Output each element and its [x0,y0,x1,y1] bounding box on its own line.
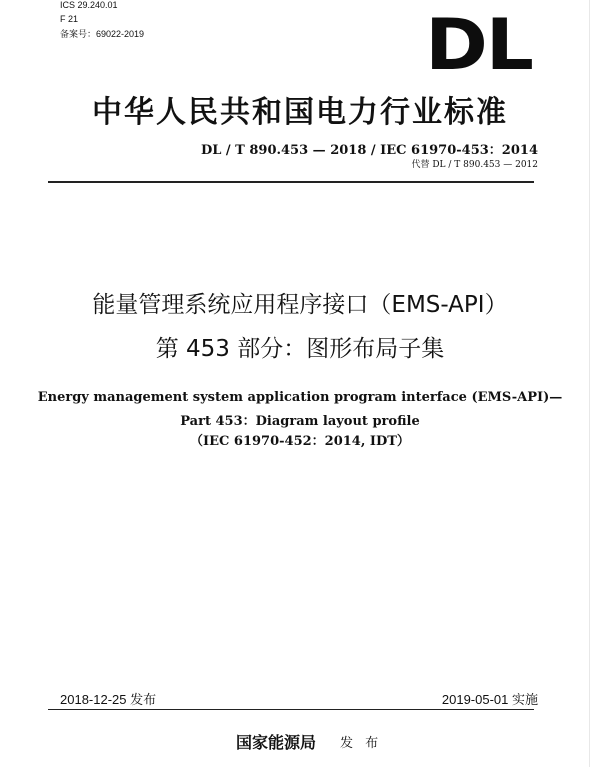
title-zh-line1: 能量管理系统应用程序接口（EMS-API） [92,292,508,318]
title-en-line2: Part 453：Diagram layout profile [180,414,420,429]
header-divider [48,181,534,183]
footer-divider [48,709,534,710]
title-en-line3: （IEC 61970-452：2014, IDT） [190,434,410,449]
dl-logo: DL [425,4,532,86]
title-en-line1: Energy management system application program interface (EMS-API)— [37,390,563,405]
standard-number: DL / T 890.453 — 2018 / IEC 61970-453：2014 [200,143,538,158]
issuing-authority: 国家能源局 [236,733,317,752]
ics-code: ICS 29.240.01 [60,0,118,10]
issue-date: 2018-12-25 发布 [60,692,157,707]
replaces-standard: 代替 DL / T 890.453 — 2012 [411,160,538,170]
publish-label: 发 布 [340,736,383,751]
effective-date: 2019-05-01 实施 [441,692,538,707]
title-zh-line2: 第 453 部分：图形布局子集 [155,336,445,362]
filing-number: 备案号：69022-2019 [60,29,145,39]
category-code: F 21 [60,14,79,24]
organization-title: 中华人民共和国电力行业标准 [92,95,508,130]
scan-edge [589,0,590,767]
